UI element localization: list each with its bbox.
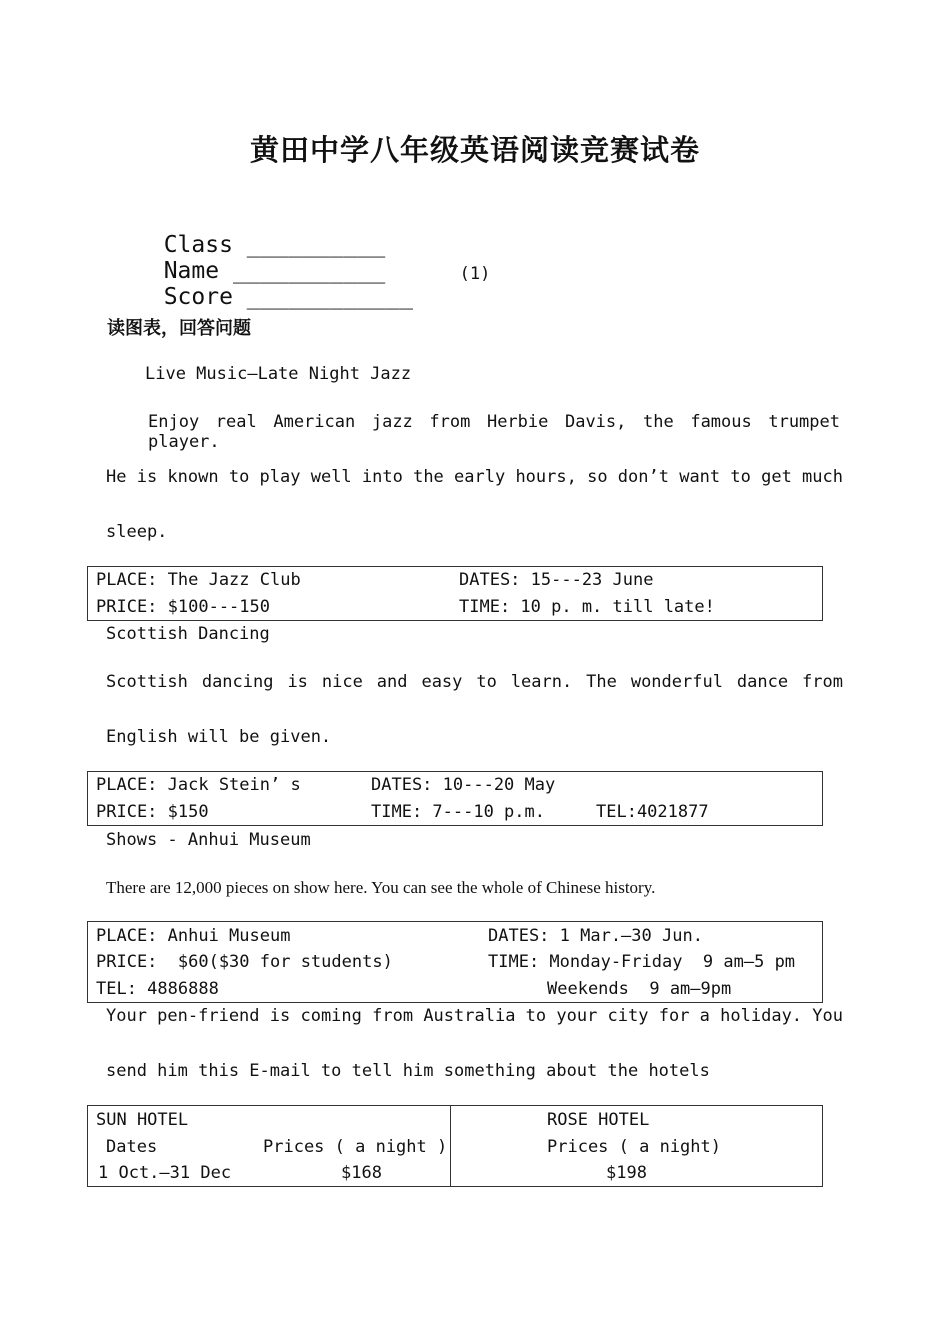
jazz-paragraph-line-3: sleep. — [106, 522, 168, 542]
museum-time: TIME: Monday-Friday 9 am—5 pm — [488, 952, 796, 972]
penfriend-paragraph-line-1: Your pen-friend is coming from Australia to your city for a holiday. You — [106, 1006, 843, 1026]
scottish-tel: TEL:4021877 — [596, 802, 709, 822]
museum-paragraph: There are 12,000 pieces on show here. You can see the whole of Chinese history. — [106, 878, 656, 897]
score-field[interactable]: Score ____________ — [163, 284, 413, 310]
sun-hotel-price: $168 — [341, 1163, 382, 1183]
sun-hotel-dates: 1 Oct.—31 Dec — [98, 1163, 232, 1183]
sun-hotel-dates-header: Dates — [106, 1137, 158, 1157]
sun-hotel-prices-header: Prices ( a night ) — [263, 1137, 448, 1157]
jazz-time: TIME: 10 p. m. till late! — [459, 597, 715, 617]
name-field[interactable]: Name ___________ — [163, 258, 386, 284]
rose-hotel-prices-header: Prices ( a night) — [547, 1137, 721, 1157]
museum-price: PRICE: $60($30 for students) — [96, 952, 393, 972]
museum-weekends: Weekends 9 am—9pm — [547, 979, 732, 999]
class-field[interactable]: Class __________ — [163, 232, 386, 258]
museum-dates: DATES: 1 Mar.—30 Jun. — [488, 926, 703, 946]
scottish-time: TIME: 7---10 p.m. — [371, 802, 545, 822]
rose-hotel-price: $198 — [606, 1163, 647, 1183]
student-info-line — [136, 206, 431, 310]
jazz-paragraph-line-2: He is known to play well into the early hours, so don’t want to get much — [106, 467, 843, 487]
museum-heading: Shows - Anhui Museum — [106, 830, 311, 850]
jazz-dates: DATES: 15---23 June — [459, 570, 654, 590]
scottish-place: PLACE: Jack Stein’ s — [96, 775, 301, 795]
instruction: 读图表，回答问题 — [107, 318, 251, 339]
hotels-table-divider — [450, 1105, 451, 1187]
scottish-heading: Scottish Dancing — [106, 624, 270, 644]
penfriend-paragraph-line-2: send him this E-mail to tell him something about the hotels — [106, 1061, 710, 1081]
museum-tel: TEL: 4886888 — [96, 979, 219, 999]
jazz-place: PLACE: The Jazz Club — [96, 570, 301, 590]
sun-hotel-title: SUN HOTEL — [96, 1110, 189, 1130]
scottish-dates: DATES: 10---20 May — [371, 775, 556, 795]
page-title: 黄田中学八年级英语阅读竞赛试卷 — [249, 133, 700, 167]
section-number: (1) — [459, 264, 491, 284]
jazz-price: PRICE: $100---150 — [96, 597, 270, 617]
jazz-paragraph-line-1: Enjoy real American jazz from Herbie Davis, the famous trumpet player. — [148, 412, 840, 452]
jazz-heading: Live Music—Late Night Jazz — [145, 364, 412, 384]
scottish-paragraph-line-1: Scottish dancing is nice and easy to learn. The wonderful dance from — [106, 672, 843, 692]
rose-hotel-title: ROSE HOTEL — [547, 1110, 650, 1130]
scottish-price: PRICE: $150 — [96, 802, 209, 822]
scottish-paragraph-line-2: English will be given. — [106, 727, 332, 747]
museum-place: PLACE: Anhui Museum — [96, 926, 291, 946]
